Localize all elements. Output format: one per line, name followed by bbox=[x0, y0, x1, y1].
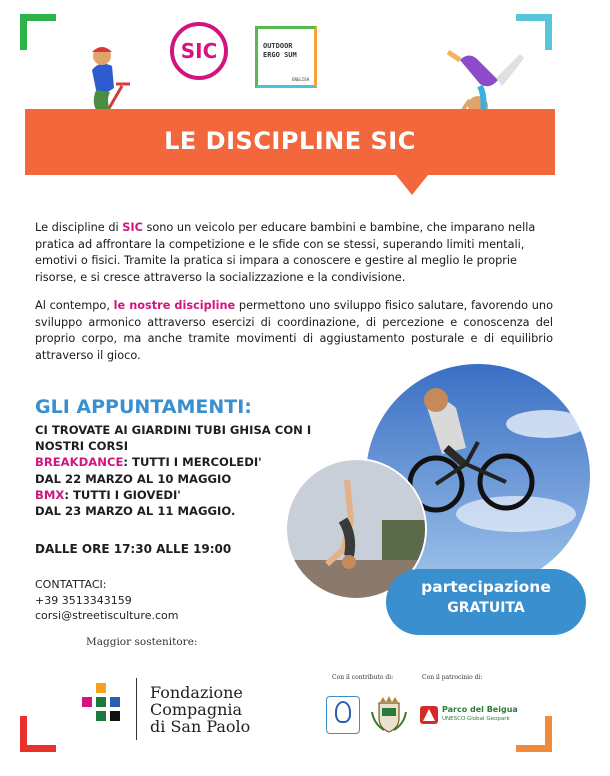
logo-ergo-line-1: OUTDOOR bbox=[263, 42, 293, 50]
contacts-label: CONTATTACI: bbox=[35, 578, 107, 591]
patronage-label: Con il patrocinio di: bbox=[422, 674, 483, 681]
bmx-schedule bbox=[35, 487, 311, 503]
main-sponsor-label: Maggior sostenitore: bbox=[86, 636, 198, 648]
bmx-label: BMX bbox=[35, 487, 65, 502]
fcsp-line-2: Compagnia bbox=[150, 700, 243, 719]
bmx-dates: DAL 23 MARZO AL 11 MAGGIO. bbox=[35, 504, 236, 519]
sic-logo-text: SIC bbox=[180, 39, 218, 63]
intro-text: sono un veicolo per educare bambini e bambine, che imparano nella pratica ad affrontare la competizione e le sfide con se stessi, superando limiti mentali, emotivi o fisici. Tramite la pratica si impara a conoscere e gestire al meglio le proprie risorse, e si cresce attraverso la socializzazione e la condivisione. bbox=[35, 221, 536, 284]
title-banner bbox=[25, 109, 555, 175]
contact-phone[interactable]: +39 3513343159 bbox=[35, 593, 132, 607]
sponsor-divider bbox=[136, 678, 137, 740]
intro-paragraph-2 bbox=[35, 298, 553, 364]
banner-title: LE DISCIPLINE SIC bbox=[164, 127, 416, 155]
appointments-title: GLI APPUNTAMENTI: bbox=[35, 396, 252, 418]
logo-ergo-text bbox=[263, 42, 297, 60]
outdoor-ergo-sum-logo bbox=[255, 26, 317, 88]
corner-decoration-green bbox=[20, 14, 56, 50]
intro-text: Le discipline di bbox=[35, 221, 123, 234]
fcsp-line-3: di San Paolo bbox=[150, 717, 251, 736]
sic-highlight: SIC bbox=[122, 221, 143, 234]
breakdance-label: BREAKDANCE bbox=[35, 455, 124, 470]
banner-pointer bbox=[396, 175, 428, 195]
beigua-name: Parco del Beigua bbox=[442, 705, 518, 714]
beigua-subtitle: UNESCO Global Geopark bbox=[442, 716, 510, 722]
sic-logo bbox=[170, 22, 228, 80]
intro-text: Al contempo, bbox=[35, 299, 114, 312]
appointment-line: CI TROVATE AI GIARDINI TUBI GHISA CON I bbox=[35, 423, 312, 437]
logo-ergo-line-2: ERGO SUM bbox=[263, 51, 297, 59]
appointments-details bbox=[35, 422, 311, 519]
breakdance-schedule bbox=[35, 454, 311, 470]
contributor-logo bbox=[326, 696, 360, 734]
logo-ergo-small: ENGLISH bbox=[292, 77, 309, 82]
free-participation-badge bbox=[386, 569, 586, 635]
breakdance-day: : TUTTI I MERCOLEDI' bbox=[123, 455, 262, 470]
disciplines-highlight: le nostre discipline bbox=[113, 299, 236, 312]
parco-beigua-logo bbox=[420, 704, 520, 728]
appointment-line: NOSTRI CORSI bbox=[35, 439, 129, 454]
beigua-mountain-icon bbox=[420, 706, 438, 724]
hours: DALLE ORE 17:30 ALLE 19:00 bbox=[35, 542, 232, 556]
fcsp-line-1: Fondazione bbox=[150, 683, 243, 702]
fcsp-name bbox=[150, 684, 250, 735]
municipal-crest-icon bbox=[368, 694, 410, 734]
corner-decoration-red bbox=[20, 716, 56, 752]
contribution-label: Con il contributo di: bbox=[332, 674, 394, 681]
fcsp-logo-mark bbox=[82, 683, 122, 723]
badge-line-2: GRATUITA bbox=[447, 600, 525, 616]
bmx-day: : TUTTI I GIOVEDI' bbox=[64, 487, 181, 502]
intro-text: permettono uno sviluppo fisico salutare, favorendo uno sviluppo armonico attraverso esercizi di coordinazione, di percezione e conoscenza del proprio corpo, ma anche tramite movimenti di aggiustamento posturale e di equilibrio attraverso il gioco. bbox=[35, 299, 553, 362]
intro-paragraph-1 bbox=[35, 220, 553, 286]
contact-email[interactable]: corsi@streetisculture.com bbox=[35, 609, 179, 622]
contributor-logo-mark bbox=[335, 701, 351, 723]
badge-line-1: partecipazione bbox=[421, 578, 551, 596]
breakdance-dates: DAL 22 MARZO AL 10 MAGGIO bbox=[35, 471, 232, 486]
contacts bbox=[35, 577, 178, 624]
corner-decoration-orange bbox=[516, 716, 552, 752]
